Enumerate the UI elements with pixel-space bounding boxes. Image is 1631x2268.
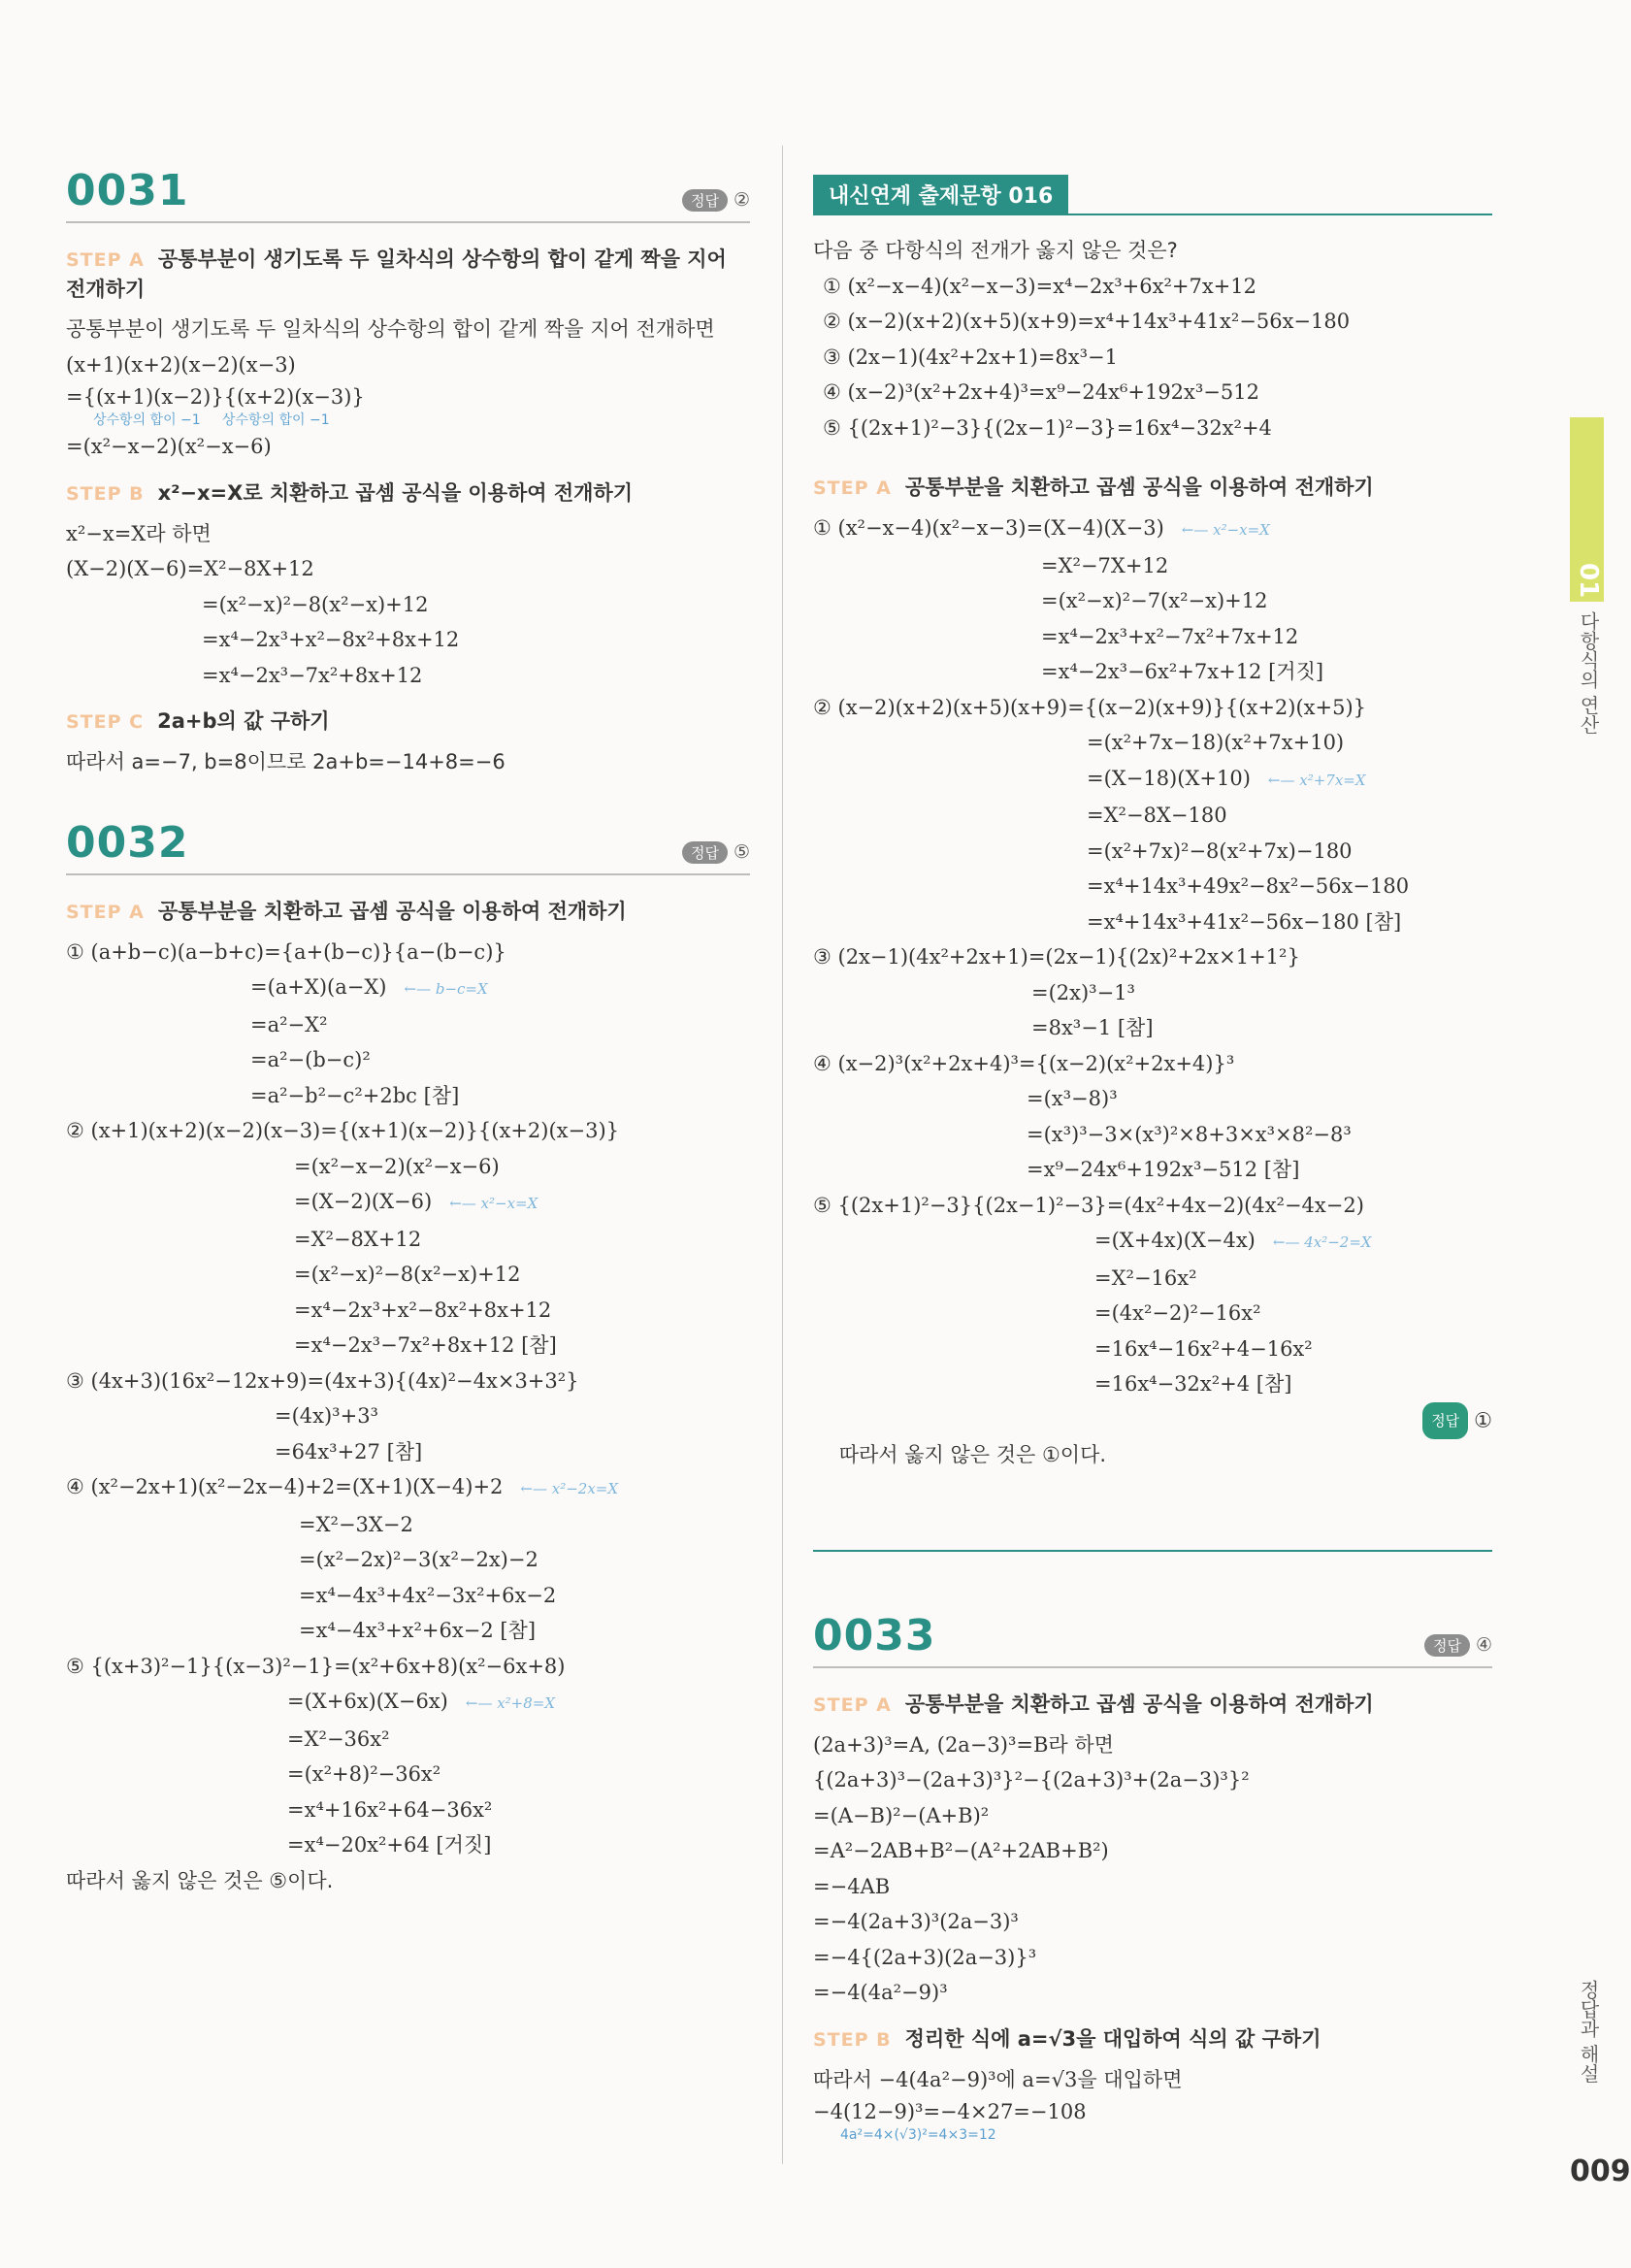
math-line: 따라서 −4(4a²−9)³에 a=√3을 대입하면 xyxy=(813,2067,1183,2091)
question-text: 다음 중 다항식의 전개가 옳지 않은 것은? xyxy=(813,239,1178,262)
answer-mark xyxy=(1424,1634,1492,1657)
math-line: ⑤ {(x+3)²−1}{(x−3)²−1}=(x²+6x+8)(x²−6x+8) xyxy=(66,1654,566,1678)
math-line: =8x³−1 [참] xyxy=(1031,1016,1154,1039)
math-line: ④ (x−2)³(x²+2x+4)³={(x−2)(x²+2x+4)}³ xyxy=(813,1051,1235,1075)
math-line: =64x³+27 [참] xyxy=(275,1439,423,1463)
math-line xyxy=(813,1223,1492,1261)
math-line: =−4{(2a+3)(2a−3)}³ xyxy=(813,1945,1037,1969)
step-title-text: 공통부분을 치환하고 곱셈 공식을 이용하여 전개하기 xyxy=(904,476,1374,499)
math-line: =x⁴−4x³+x²+6x−2 [참] xyxy=(299,1619,537,1642)
math-line: =(x²+7x−18)(x²+7x+10) xyxy=(1087,731,1345,754)
math-line: =x⁴−2x³−7x²+8x+12 [참] xyxy=(294,1333,557,1357)
right-column xyxy=(813,175,1492,2144)
math-line: =x⁴−2x³−6x²+7x+12 [거짓] xyxy=(1041,660,1324,683)
math-line: =(A−B)²−(A+B)² xyxy=(813,1803,990,1827)
text-line: 공통부분이 생기도록 두 일차식의 상수항의 합이 같게 짝을 지어 전개하면 xyxy=(66,317,715,341)
step-b-title xyxy=(66,478,750,509)
step-tag: STEP B xyxy=(66,482,145,505)
step-a-title xyxy=(813,1690,1492,1720)
chapter-number: 01 xyxy=(1574,563,1603,599)
related-problem-label: 내신연계 출제문항 016 xyxy=(813,175,1068,214)
step-title-text: 정리한 식에 a=√3을 대입하여 식의 값 구하기 xyxy=(904,2026,1321,2051)
choice-2: ② (x−2)(x+2)(x+5)(x+9)=x⁴+14x³+41x²−56x−180 xyxy=(823,310,1351,333)
question-header-0033 xyxy=(813,1610,1492,1668)
related-problem-header xyxy=(813,175,1492,215)
conclusion-row xyxy=(813,1402,1492,1544)
answer-value: ② xyxy=(733,189,750,211)
question-number: 0033 xyxy=(813,1610,936,1660)
math-line: ⑤ {(2x+1)²−3}{(2x−1)²−3}=(4x²+4x−2)(4x²−4x−2) xyxy=(813,1193,1364,1217)
math-line: =a²−(b−c)² xyxy=(250,1048,371,1071)
step-title-text: 공통부분이 생기도록 두 일차식의 상수항의 합이 같게 짝을 지어 전개하기 xyxy=(66,247,727,301)
math-line: =X²−16x² xyxy=(1094,1265,1197,1290)
step-title-text: 2a+b의 값 구하기 xyxy=(157,709,330,733)
question-number: 0032 xyxy=(66,817,189,868)
math-line: ③ (2x−1)(4x²+2x+1)=(2x−1){(2x)²+2x×1+1²} xyxy=(813,945,1300,969)
answer-value: ① xyxy=(1474,1407,1492,1431)
math-line: =x⁴−2x³+x²−8x²+8x+12 xyxy=(202,628,460,651)
math-line: =x⁴−2x³−7x²+8x+12 xyxy=(202,663,423,687)
math-line xyxy=(813,510,1492,548)
underbrace-note: 4a²=4×(√3)²=4×3=12 xyxy=(840,2127,996,2143)
math-line: =(x²−x−2)(x²−x−6) xyxy=(66,435,272,458)
substitution-note: ←— x²−x=X xyxy=(449,1195,538,1212)
math-line: =(x³−8)³ xyxy=(1027,1087,1118,1110)
chapter-tab xyxy=(1570,417,1604,602)
underbrace-note: 상수항의 합이 −1 상수항의 합이 −1 xyxy=(93,412,330,428)
math-line: ③ (4x+3)(16x²−12x+9)=(4x+3){(4x)²−4x×3+3²} xyxy=(66,1368,579,1393)
math-line xyxy=(66,970,750,1007)
math-line: =x⁴−2x³+x²−7x²+7x+12 xyxy=(1041,624,1299,648)
step-tag: STEP A xyxy=(66,249,145,271)
math-line: =(x²−x)²−8(x²−x)+12 xyxy=(294,1263,521,1286)
answer-mark xyxy=(682,841,750,864)
math-line: =(x²−x)²−7(x²−x)+12 xyxy=(1041,589,1268,612)
choice-5: ⑤ {(2x+1)²−3}{(2x−1)²−3}=16x⁴−32x²+4 xyxy=(823,415,1272,440)
math-text: ④ (x²−2x+1)(x²−2x−4)+2=(X+1)(X−4)+2 xyxy=(66,1475,504,1498)
substitution-note: ←— 4x²−2=X xyxy=(1272,1233,1372,1251)
section-label: 정답과 해설 xyxy=(1577,1980,1600,2084)
math-text: ① (x²−x−4)(x²−x−3)=(X−4)(X−3) xyxy=(813,516,1164,540)
step-tag: STEP A xyxy=(813,477,892,499)
chapter-title: 다항식의 연산 xyxy=(1577,611,1600,735)
math-line: =(x²+8)²−36x² xyxy=(287,1762,441,1786)
answer-badge: 정답 xyxy=(1424,1634,1470,1657)
math-line: =x⁴+14x³+49x²−8x²−56x−180 xyxy=(1087,874,1410,898)
step-title-text: 공통부분을 치환하고 곱셈 공식을 이용하여 전개하기 xyxy=(904,1692,1374,1716)
math-line: =a²−X² xyxy=(250,1012,328,1036)
math-line: (X−2)(X−6)=X²−8X+12 xyxy=(66,557,314,580)
step-c-title xyxy=(66,707,750,737)
math-line: =16x⁴−32x²+4 [참] xyxy=(1094,1372,1292,1396)
math-line: =x⁴−20x²+64 [거짓] xyxy=(287,1833,492,1857)
math-line: ① (a+b−c)(a−b+c)={a+(b−c)}{a−(b−c)} xyxy=(66,939,506,964)
math-line: =(x²−x−2)(x²−x−6) xyxy=(294,1154,500,1178)
question-header-0031 xyxy=(66,165,750,223)
math-line xyxy=(66,1469,750,1507)
substitution-note: ←— x²+8=X xyxy=(465,1694,556,1712)
answer-mark xyxy=(1422,1402,1492,1440)
page-number: 009 xyxy=(1570,2154,1631,2188)
math-line: =−4(4a²−9)³ xyxy=(813,1981,948,2004)
math-line: −4(12−9)³=−4×27=−108 xyxy=(813,2100,1087,2123)
step-tag: STEP A xyxy=(813,1693,892,1716)
math-line: =(x³)³−3×(x³)²×8+3×x³×8²−8³ xyxy=(1027,1122,1352,1146)
math-line: ② (x+1)(x+2)(x−2)(x−3)={(x+1)(x−2)}{(x+2)(x−3)} xyxy=(66,1119,620,1142)
answer-value: ⑤ xyxy=(733,840,750,863)
math-line xyxy=(813,761,1492,799)
math-text: =(X+6x)(X−6x) xyxy=(287,1690,448,1713)
conclusion: 따라서 옳지 않은 것은 ⑤이다. xyxy=(66,1868,334,1892)
step-tag: STEP C xyxy=(66,711,145,733)
step-a-title xyxy=(813,473,1492,503)
question-header-0032 xyxy=(66,817,750,875)
math-line: =a²−b²−c²+2bc [참] xyxy=(250,1083,460,1107)
choice-3: ③ (2x−1)(4x²+2x+1)=8x³−1 xyxy=(823,345,1118,369)
math-line: =16x⁴−16x²+4−16x² xyxy=(1094,1336,1313,1361)
math-line: =A²−2AB+B²−(A²+2AB+B²) xyxy=(813,1839,1109,1862)
math-line: =−4AB xyxy=(813,1874,891,1898)
math-line: =X²−7X+12 xyxy=(1041,553,1169,577)
conclusion: 따라서 옳지 않은 것은 ①이다. xyxy=(838,1443,1107,1466)
math-line: =X²−36x² xyxy=(287,1726,390,1751)
choice-1: ① (x²−x−4)(x²−x−3)=x⁴−2x³+6x²+7x+12 xyxy=(823,274,1256,298)
math-text: =(X−18)(X+10) xyxy=(1087,766,1251,790)
substitution-note: ←— x²−x=X xyxy=(1181,521,1270,539)
math-line: x²−x=X라 하면 xyxy=(66,521,212,545)
math-line: =(4x)³+3³ xyxy=(275,1404,378,1428)
question-number: 0031 xyxy=(66,166,189,215)
left-column xyxy=(66,165,750,1898)
math-line: (x+1)(x+2)(x−2)(x−3) xyxy=(66,352,296,377)
math-line: =x⁴−4x³+4x²−3x²+6x−2 xyxy=(299,1583,557,1607)
column-divider xyxy=(782,146,783,2164)
math-line: =x⁹−24x⁶+192x³−512 [참] xyxy=(1027,1158,1300,1181)
math-line: =x⁴−2x³+x²−8x²+8x+12 xyxy=(294,1298,552,1322)
step-title-text: 공통부분을 치환하고 곱셈 공식을 이용하여 전개하기 xyxy=(157,899,627,923)
math-line: ={(x+1)(x−2)}{(x+2)(x−3)} xyxy=(66,385,365,409)
math-line: =(x²+7x)²−8(x²+7x)−180 xyxy=(1087,838,1353,863)
math-line: =x⁴+14x³+41x²−56x−180 [참] xyxy=(1087,909,1402,934)
math-line: =(x²−x)²−8(x²−x)+12 xyxy=(202,592,429,616)
answer-mark xyxy=(682,189,750,212)
step-tag: STEP A xyxy=(66,901,145,923)
conclusion: 따라서 a=−7, b=8이므로 2a+b=−14+8=−6 xyxy=(66,750,506,773)
answer-badge: 정답 xyxy=(682,189,728,212)
math-line: ② (x−2)(x+2)(x+5)(x+9)={(x−2)(x+9)}{(x+2)(x+5)} xyxy=(813,695,1367,719)
step-b-title xyxy=(813,2024,1492,2054)
math-line: =x⁴+16x²+64−36x² xyxy=(287,1797,493,1822)
answer-badge: 정답 xyxy=(682,841,728,864)
substitution-note: ←— x²−2x=X xyxy=(520,1480,619,1497)
math-line xyxy=(66,1684,750,1722)
answer-value: ④ xyxy=(1475,1633,1492,1656)
math-line: =X²−3X−2 xyxy=(299,1512,413,1536)
step-a-title xyxy=(66,245,750,304)
step-a-title xyxy=(66,897,750,927)
math-line xyxy=(66,1184,750,1222)
math-text: =(X+4x)(X−4x) xyxy=(1094,1229,1256,1252)
math-line: =(4x²−2)²−16x² xyxy=(1094,1301,1261,1325)
step-tag: STEP B xyxy=(813,2028,892,2051)
answer-badge: 정답 xyxy=(1422,1402,1468,1440)
math-line: =X²−8X+12 xyxy=(294,1227,422,1251)
math-line: =X²−8X−180 xyxy=(1087,804,1227,827)
math-text: =(X−2)(X−6) xyxy=(294,1190,433,1213)
step-title-text: x²−x=X로 치환하고 곱셈 공식을 이용하여 전개하기 xyxy=(157,480,634,505)
math-line: =−4(2a+3)³(2a−3)³ xyxy=(813,1910,1019,1933)
substitution-note: ←— b−c=X xyxy=(404,980,488,998)
math-line: (2a+3)³=A, (2a−3)³=B라 하면 xyxy=(813,1732,1114,1757)
math-line: =(2x)³−1³ xyxy=(1031,980,1135,1004)
math-text: =(a+X)(a−X) xyxy=(250,975,387,999)
choice-4: ④ (x−2)³(x²+2x+4)³=x⁹−24x⁶+192x³−512 xyxy=(823,380,1259,404)
substitution-note: ←— x²+7x=X xyxy=(1267,771,1366,789)
math-line: {(2a+3)³−(2a+3)³}²−{(2a+3)³+(2a−3)³}² xyxy=(813,1768,1250,1791)
math-line: =(x²−2x)²−3(x²−2x)−2 xyxy=(299,1548,538,1571)
